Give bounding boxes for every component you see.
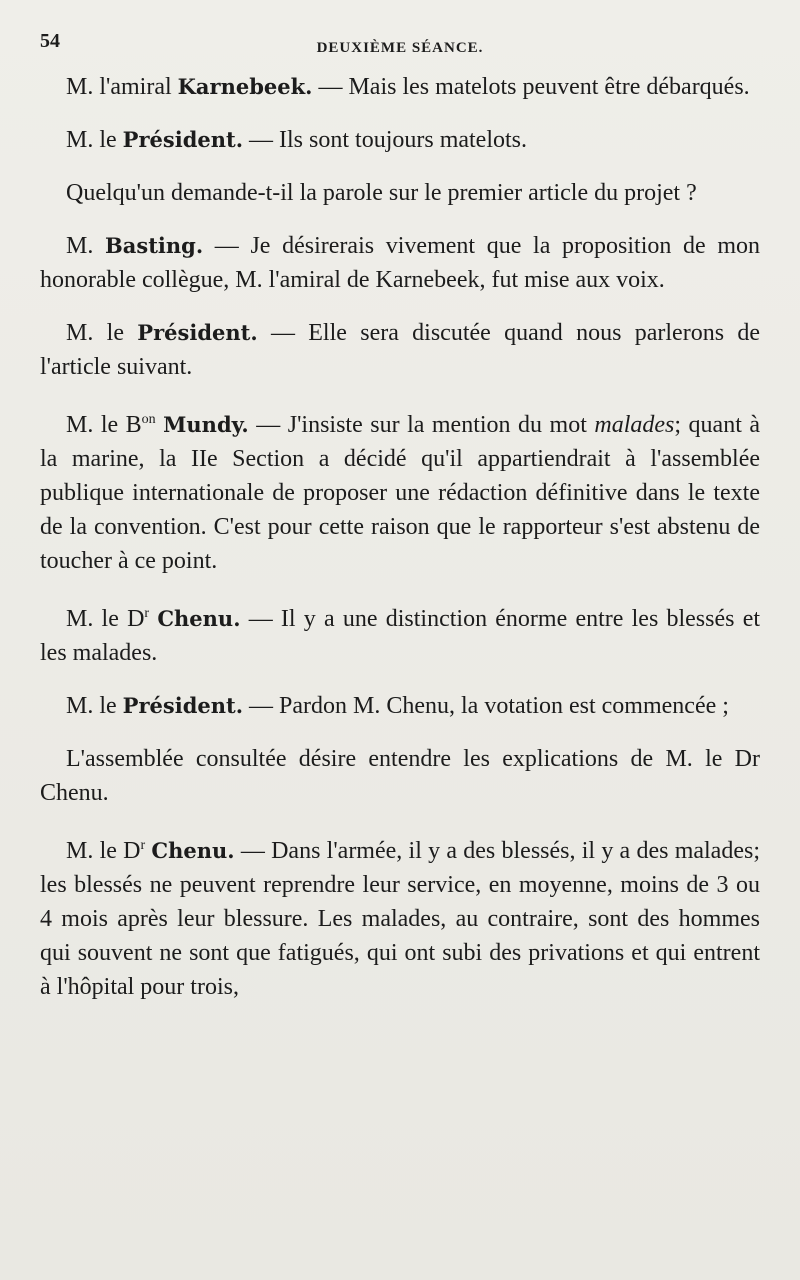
paragraph-text: Quelqu'un demande-t-il la parole sur le premier article du projet ? bbox=[66, 180, 697, 206]
speaker-prefix: M. le B bbox=[66, 412, 142, 438]
paragraph-text: — Je désirerais vivement que la proposition de mon honorable collègue, M. l'amiral de Karnebeek, fut mise aux voix. bbox=[40, 233, 761, 293]
paragraph-text: — Ils sont toujours matelots. bbox=[243, 127, 528, 153]
speaker-name: Président. bbox=[122, 693, 244, 718]
superscript: on bbox=[141, 412, 156, 427]
paragraph-3 bbox=[40, 176, 760, 210]
speaker-name: Karnebeek. bbox=[177, 74, 313, 99]
speaker-prefix: M. l'amiral bbox=[66, 74, 178, 100]
paragraph-10 bbox=[40, 829, 760, 1004]
paragraph-text: — Dans l'armée, il y a des blessés, il y a des malades; les blessés ne peuvent reprendre leur service, en moyenne, moins de 3 ou 4 mois après leur blessure. Les malades, au contraire, sont des hommes qui souvent ne sont que fatigués, qui ont subi des privations et qui entrent à l'hôpital pour trois, bbox=[40, 838, 760, 1000]
paragraph-text: — J'insiste sur la mention du mot bbox=[248, 412, 595, 438]
speaker-name: Mundy. bbox=[163, 412, 249, 437]
speaker-prefix: M. le bbox=[66, 693, 123, 719]
paragraph-6 bbox=[40, 403, 760, 578]
superscript: r bbox=[144, 606, 150, 621]
speaker-prefix: M. le D bbox=[66, 606, 145, 632]
italic-term: malades bbox=[594, 412, 675, 438]
speaker-prefix: M. le bbox=[66, 320, 138, 346]
running-title: DEUXIÈME SÉANCE. bbox=[316, 40, 484, 56]
speaker-name: Basting. bbox=[105, 233, 204, 258]
paragraph-text: — Mais les matelots peuvent être débarqués. bbox=[312, 74, 750, 100]
speaker-name: Président. bbox=[122, 127, 244, 152]
speaker-prefix: M. le D bbox=[66, 838, 141, 864]
paragraph-5 bbox=[40, 316, 760, 384]
speaker-name: Chenu. bbox=[157, 606, 241, 631]
paragraph-7 bbox=[40, 597, 760, 670]
speaker-name: Président. bbox=[137, 320, 258, 345]
superscript: r bbox=[140, 838, 146, 853]
paragraph-1 bbox=[40, 70, 760, 104]
paragraph-4 bbox=[40, 229, 760, 297]
paragraph-text: — Il y a une distinction énorme entre les blessés et les malades. bbox=[40, 606, 761, 666]
paragraph-text: — Pardon M. Chenu, la votation est commencée ; bbox=[243, 693, 729, 719]
paragraph-8 bbox=[40, 689, 760, 723]
paragraph-text: L'assemblée consultée désire entendre les explications de M. le Dr Chenu. bbox=[40, 746, 760, 806]
paragraph-text-continued: ; quant à la marine, la IIe Section a décidé qu'il appartiendrait à l'assemblée publique internationale de proposer une rédaction définitive dans le texte de la convention. C'est pour cette raison que le rapporteur s'est abstenu de toucher à ce point. bbox=[40, 412, 761, 574]
speaker-prefix: M. bbox=[66, 233, 106, 259]
speaker-prefix: M. le bbox=[66, 127, 123, 153]
speaker-name: Chenu. bbox=[151, 838, 235, 863]
paragraph-9 bbox=[40, 742, 760, 810]
paragraph-2 bbox=[40, 123, 760, 157]
paragraph-text: — Elle sera discutée quand nous parlerons de l'article suivant. bbox=[40, 320, 760, 380]
page-number: 54 bbox=[40, 30, 60, 52]
